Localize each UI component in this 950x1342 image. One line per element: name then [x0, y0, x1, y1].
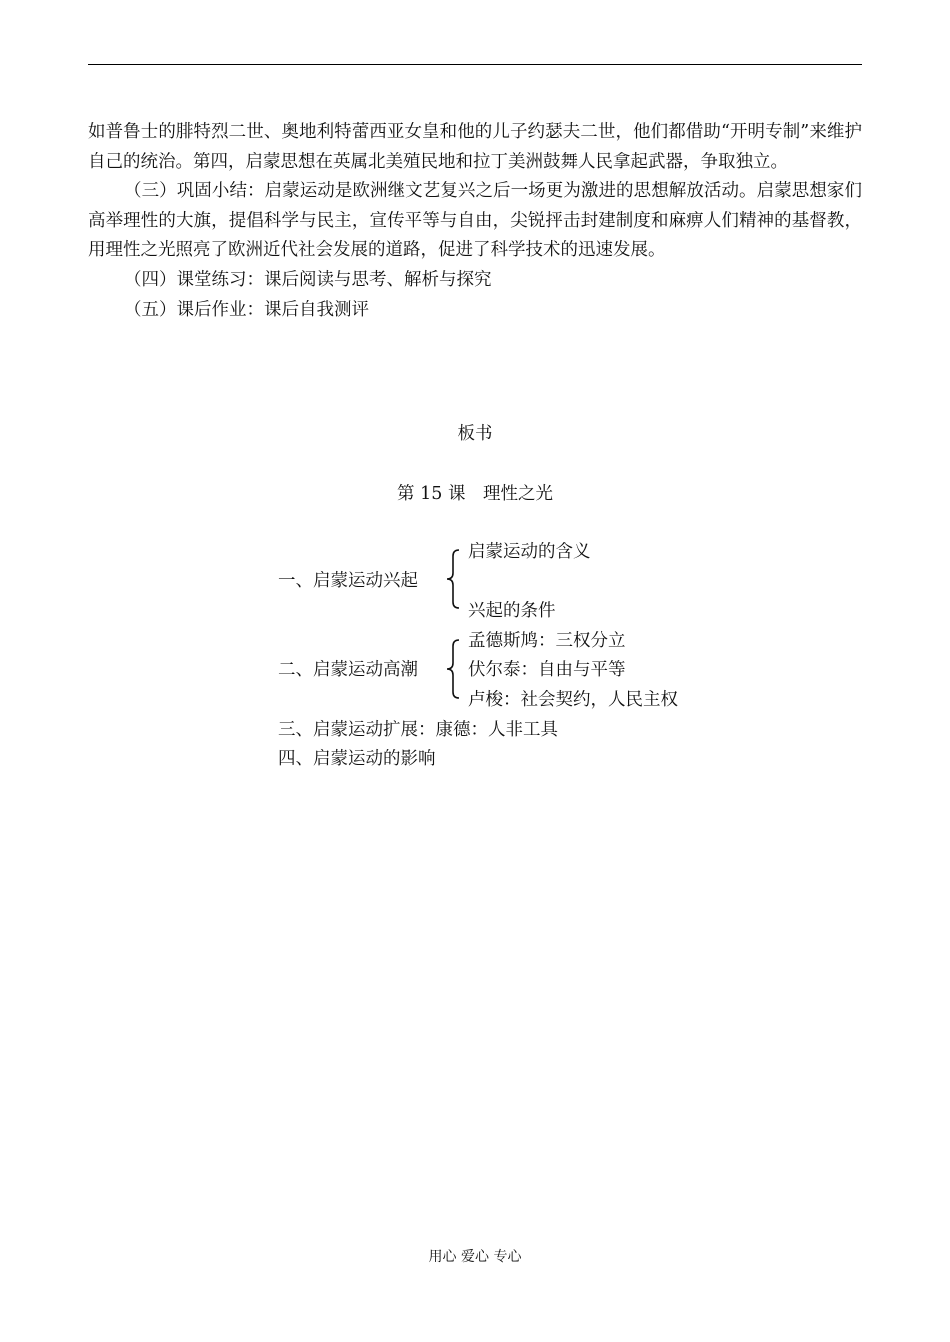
paragraph-impact-continued: 如普鲁士的腓特烈二世、奥地利特蕾西亚女皇和他的儿子约瑟夫二世，他们都借助“开明专制”来维护自己的统治。第四，启蒙思想在英属北美殖民地和拉丁美洲鼓舞人民拿起武器，争取独立。	[88, 122, 862, 172]
curly-brace-icon	[444, 638, 464, 700]
outline-subitem-2-2: 伏尔泰：自由与平等	[468, 660, 626, 680]
paragraph-summary: （三）巩固小结：启蒙运动是欧洲继文艺复兴之后一场更为激进的思想解放活动。启蒙思想家们高举理性的大旗，提倡科学与民主，宣传平等与自由，尖锐抨击封建制度和麻痹人们精神的基督教，用理性之光照亮了欧洲近代社会发展的道路，促进了科学技术的迅速发展。	[88, 181, 862, 261]
lesson-title: 第 15 课 理性之光	[397, 484, 553, 504]
outline-item-1: 一、启蒙运动兴起	[278, 571, 418, 591]
board-heading: 板书	[457, 424, 493, 444]
curly-brace-icon	[444, 548, 464, 610]
outline-subitem-1-1: 启蒙运动的含义	[468, 542, 591, 562]
paragraph-practice: （四）课堂练习：课后阅读与思考、解析与探究	[124, 269, 492, 290]
header-rule	[88, 64, 862, 65]
page-footer: 用心 爱心 专心	[428, 1249, 522, 1265]
body-text	[88, 118, 862, 325]
outline-item-2: 二、启蒙运动高潮	[278, 660, 418, 680]
outline-subitem-2-1: 孟德斯鸠：三权分立	[468, 631, 626, 651]
paragraph-homework: （五）课后作业：课后自我测评	[124, 299, 369, 320]
outline-subitem-1-2: 兴起的条件	[468, 601, 556, 621]
outline-item-3: 三、启蒙运动扩展：康德：人非工具	[278, 720, 558, 740]
outline-item-4: 四、启蒙运动的影响	[278, 749, 436, 769]
outline-subitem-2-3: 卢梭：社会契约，人民主权	[468, 690, 678, 710]
